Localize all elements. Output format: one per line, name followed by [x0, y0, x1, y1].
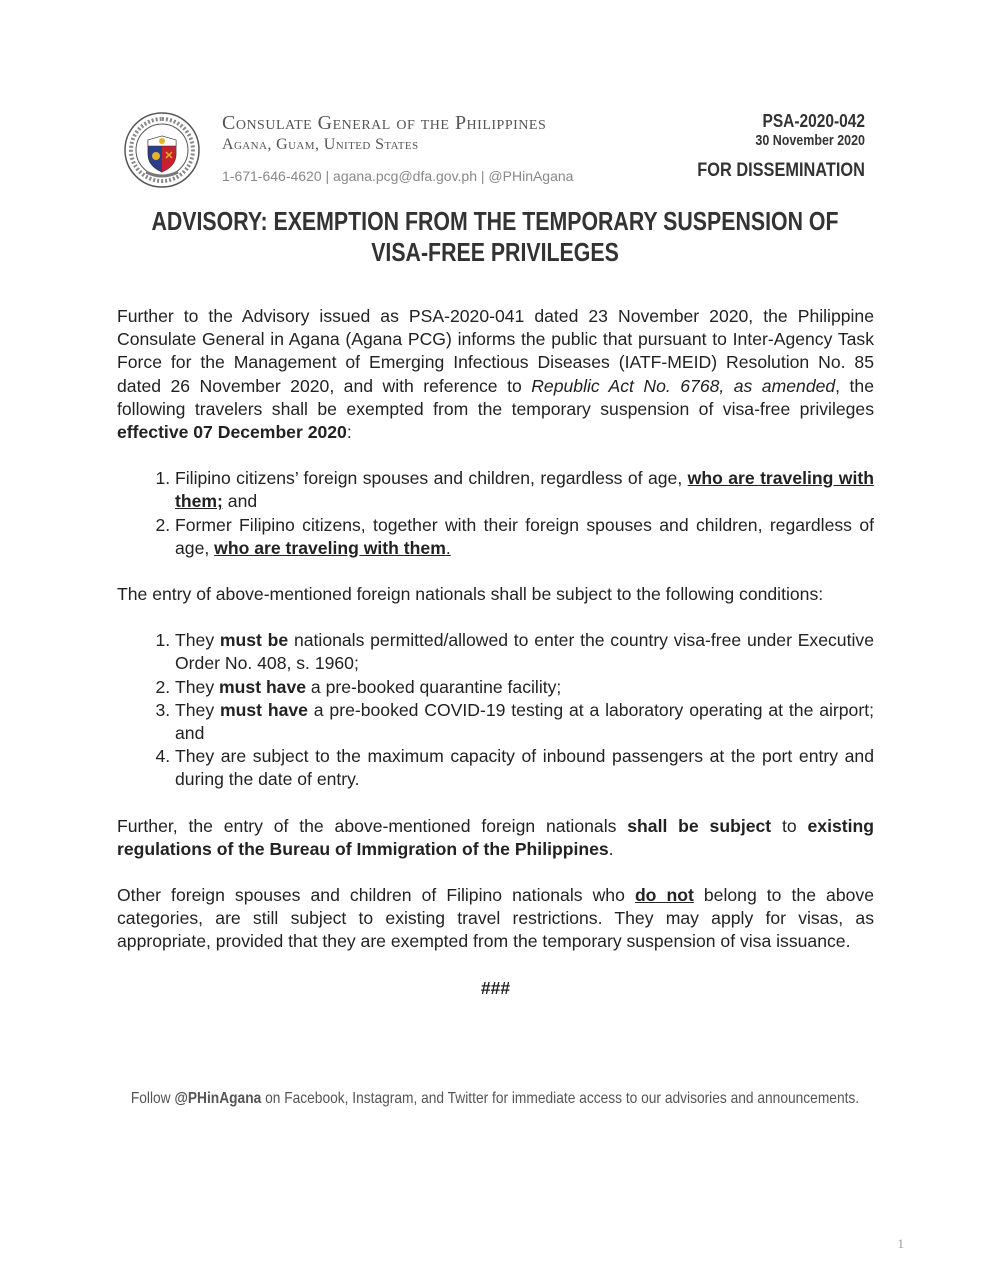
others-emphasis: do not	[634, 885, 694, 906]
item-text: They	[175, 676, 220, 697]
list-item	[175, 676, 874, 699]
item-text-end: .	[445, 537, 451, 558]
item-emphasis: must have	[219, 676, 307, 697]
item-text: Filipino citizens’ foreign spouses and children, regardless of age,	[175, 468, 688, 489]
list-item	[175, 514, 874, 560]
title-line-1: ADVISORY: EXEMPTION FROM THE TEMPORARY SUSPENSION OF	[151, 206, 839, 236]
further-regulations: existing regulations of the Bureau of Immigration of the Philippines	[117, 815, 874, 859]
item-text-end: and	[222, 491, 258, 512]
item-text: They are subject to the maximum capacity of inbound passengers at the port entry and during the date of entry.	[175, 746, 874, 790]
item-emphasis: must be	[219, 630, 289, 651]
others-text: Other foreign spouses and children of Filipino nationals who	[117, 885, 635, 906]
item-text: They	[175, 630, 220, 651]
intro-text: Further to the Advisory issued as PSA-2020-041 dated 23 November 2020, the Philippine Consulate General in Agana (Agana PCG) informs the public that pursuant to Inter-Agency Task Force for the Management of Emerging Infectious Diseases (IATF-MEID) Resolution No. 85 dated 26 November 2020, and with reference to	[117, 306, 874, 396]
ref-code: PSA-2020-042	[762, 111, 865, 131]
conditions-intro: The entry of above-mentioned foreign nationals shall be subject to the following conditions:	[117, 584, 824, 605]
page-number: 1	[897, 1236, 904, 1251]
advisory-body	[117, 305, 874, 1000]
list-item	[175, 467, 874, 513]
item-emphasis: who are traveling with them	[214, 537, 446, 558]
further-text-2: to	[771, 815, 808, 836]
item-text: They	[175, 699, 220, 720]
ref-date: 30 November 2020	[755, 133, 865, 149]
further-emphasis: shall be subject	[627, 815, 772, 836]
item-text-end: nationals permitted/allowed to enter the country visa-free under Executive Order No. 408, s. 1960;	[175, 630, 874, 674]
advisory-reference	[670, 111, 865, 182]
footer-text-2: on Facebook, Instagram, and Twitter for immediate access to our advisories and announcements.	[261, 1090, 860, 1107]
list-item	[175, 699, 874, 745]
item-text-end: a pre-booked COVID-19 testing at a laboratory operating at the airport; and	[175, 699, 874, 744]
conditions-list	[117, 629, 874, 791]
exempted-list	[117, 467, 874, 560]
intro-paragraph	[117, 305, 874, 444]
consulate-seal-icon	[124, 112, 200, 188]
others-text-2: belong to the above categories, are still subject to existing travel restrictions. They may apply for visas, as appropriate, provided that they are exempted from the temporary suspension of visa issuance.	[117, 885, 874, 952]
further-paragraph	[117, 815, 874, 861]
item-emphasis: who are traveling with them;	[175, 468, 874, 512]
item-text: Former Filipino citizens, together with their foreign spouses and children, regardless of age,	[175, 514, 874, 558]
list-item	[175, 745, 874, 791]
footer-text: Follow	[130, 1090, 175, 1107]
org-name: Consulate General of the Philippines	[222, 112, 547, 134]
org-location: Agana, Guam, United States	[222, 136, 419, 153]
others-paragraph	[117, 884, 874, 954]
further-text: Further, the entry of the above-mentioned foreign nationals	[117, 815, 628, 836]
intro-effective-date: effective 07 December 2020	[117, 422, 347, 443]
org-contact: 1-671-646-4620 | agana.pcg@dfa.gov.ph | @PHinAgana	[222, 168, 574, 184]
dissemination-label: FOR DISSEMINATION	[697, 160, 865, 181]
footer-handle[interactable]: @PHinAgana	[174, 1090, 262, 1107]
title-line-2: VISA-FREE PRIVILEGES	[371, 237, 619, 267]
list-item	[175, 629, 874, 675]
item-text-end: a pre-booked quarantine facility;	[306, 676, 562, 697]
intro-text-2: , the following travelers shall be exempted from the temporary suspension of visa-free privileges	[117, 375, 874, 419]
social-footer	[69, 1090, 920, 1108]
end-mark: ###	[480, 977, 511, 998]
advisory-title	[89, 206, 901, 268]
item-emphasis: must have	[219, 699, 308, 720]
consulate-header	[222, 111, 573, 185]
further-text-3: .	[608, 838, 614, 859]
intro-law-ref: Republic Act No. 6768, as amended	[531, 375, 836, 396]
intro-text-3: :	[346, 422, 352, 443]
